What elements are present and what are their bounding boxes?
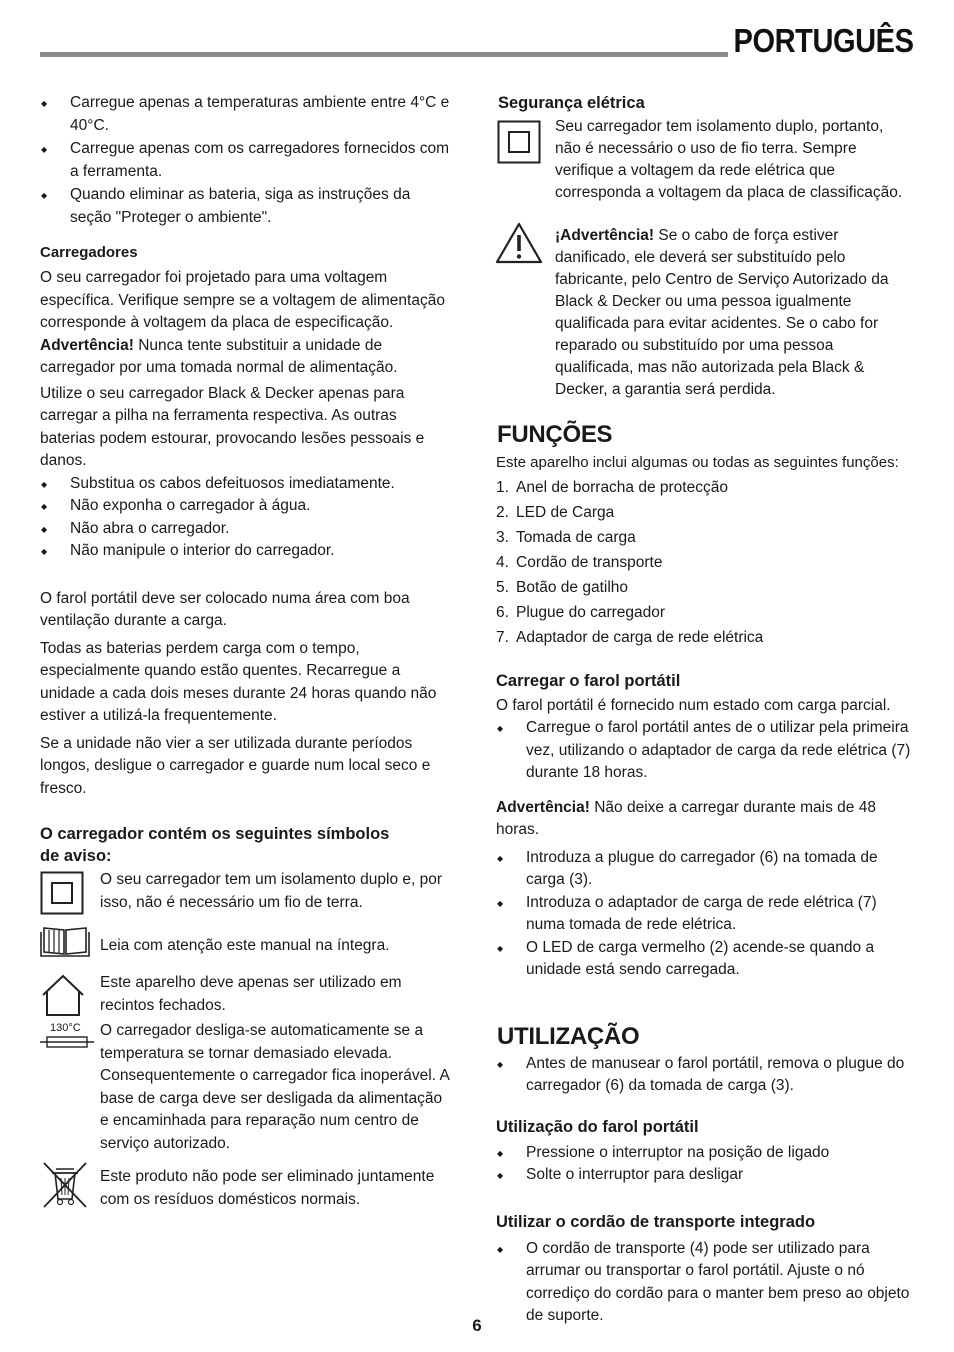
list-item: ◆ Carregue apenas com os carregadores fornecidos com a ferramenta. [40,138,452,183]
list-label: Tomada de carga [516,528,636,546]
list-item [496,525,912,550]
warning-label: Advertência! [496,798,590,816]
batteries-paragraph: Todas as baterias perdem carga com o tempo, especialmente quando estão quentes. Recarregue a unidade a cada dois meses durante 24 horas quando não estiver a utilizá-la frequentemente. [40,639,437,724]
double-insulation-icon [40,871,84,923]
list-number: 3. [496,528,509,546]
symbol-crossed-bin [40,1166,452,1211]
symbol-double-insulation [40,869,452,915]
list-item [496,600,912,625]
symbol-text: Leia com atenção este manual na íntegra. [100,937,390,954]
thermal-fuse-icon [40,1022,94,1058]
cord-heading: Utilizar o cordão de transporte integrado [496,1212,816,1231]
list-item: ◆ O cordão de transporte (4) pode ser utilizado para arrumar ou transportar o farol portátil. Ajuste o nó corrediço do cordão para o manter bem preso ao objeto de suporte. [496,1238,912,1328]
warning-text: Se o cabo de força estiver danificado, ele deverá ser substituído pelo fabricante, pelo Centro de Serviço Autorizado da Black & Decker ou uma pessoa igualmente qualificada para evitar acidentes. Se o cabo for reparado ou substituído por uma pessoa qualificada, mas não autorizada pela Black & Decker, a garantia será perdida. [555,227,889,398]
list-item: ◆ Carregue o farol portátil antes de o utilizar pela primeira vez, utilizando o adaptador de carga da rede elétrica (7) durante 18 horas. [496,717,912,785]
lamp-use-heading: Utilização do farol portátil [496,1117,699,1136]
chargers-warning [40,335,452,380]
warning-text: Não deixe a carregar durante mais de 48 horas. [496,798,876,838]
list-number: 4. [496,553,509,571]
list-number: 1. [496,478,509,496]
warning-label: ¡Advertência! [555,227,655,244]
list-item: ◆ Introduza o adaptador de carga de rede elétrica (7) numa tomada de rede elétrica. [496,892,912,937]
header-rule [40,52,728,57]
chargers-paragraph: O seu carregador foi projetado para uma voltagem específica. Verifique sempre se a voltagem de alimentação corresponde à voltagem da placa de especificação. [40,269,445,331]
list-label: Anel de borracha de protecção [516,478,728,496]
list-item [496,575,912,600]
list-item: ◆ Não abra o carregador. [40,518,452,541]
chargers-heading: Carregadores [40,244,138,261]
read-manual-icon [40,922,90,966]
use-heading: UTILIZAÇÃO [497,1022,640,1050]
symbol-thermal-fuse [40,1020,452,1155]
list-item: ◆ Solte o interruptor para desligar [496,1164,912,1187]
list-item: ◆ Não exponha o carregador à água. [40,495,452,518]
symbol-text: O carregador desliga-se automaticamente se a temperatura se tornar demasiado elevada. Consequentemente o carregador fica inoperável. A base de carga deve ser desligada da alimentação e encaminhada para reparação num centro de serviço autorizado. [100,1022,449,1152]
list-item [496,500,912,525]
electrical-safety-heading: Segurança elétrica [498,94,645,112]
list-item: ◆ Introduza a plugue do carregador (6) na tomada de carga (3). [496,847,912,892]
functions-list [496,475,912,650]
warning-triangle-icon [495,221,543,272]
list-number: 6. [496,603,509,621]
crossed-bin-icon [42,1161,88,1217]
list-number: 7. [496,628,509,646]
list-label: Botão de gatilho [516,578,629,596]
list-number: 2. [496,503,509,521]
charging-intro: O farol portátil é fornecido num estado com carga parcial. [496,696,891,714]
thermal-fuse-label: 130°C [50,1022,81,1034]
list-item [496,625,912,650]
warning-text: Nunca tente substituir a unidade de carregador por uma tomada normal de alimentação. [40,336,398,376]
list-item: ◆ Carregue apenas a temperaturas ambiente entre 4°C e 40°C. [40,92,452,137]
symbol-indoor-use [40,972,452,1018]
list-item [496,475,912,500]
list-label: Cordão de transporte [516,553,663,571]
list-item: ◆ O LED de carga vermelho (2) acende-se quando a unidade está sendo carregada. [496,937,912,982]
right-column [496,92,912,1328]
left-column [40,92,452,1211]
functions-heading: FUNÇÕES [497,421,613,448]
symbol-text: Este produto não pode ser eliminado juntamente com os resíduos domésticos normais. [100,1168,435,1208]
chargers-usage-paragraph: Utilize o seu carregador Black & Decker apenas para carregar a pilha na ferramenta respectiva. As outras baterias podem estourar, provocando lesões pessoais e danos. [40,384,425,469]
list-item: ◆ Antes de manusear o farol portátil, remova o plugue do carregador (6) da tomada de carga (3). [496,1053,912,1098]
indoor-use-icon [40,973,86,1025]
list-item: ◆ Pressione o interruptor na posição de ligado [496,1142,912,1165]
warning-label: Advertência! [40,336,134,354]
electrical-safety-text: Seu carregador tem isolamento duplo, portanto, não é necessário o uso de fio terra. Sempre verifique a voltagem da rede elétrica que corresponda a voltagem da placa de classificação. [555,118,903,201]
list-label: Adaptador de carga de rede elétrica [516,628,764,646]
list-number: 5. [496,578,509,596]
page-language-title: PORTUGUÊS [734,22,914,59]
functions-intro: Este aparelho inclui algumas ou todas as seguintes funções: [496,454,899,471]
symbol-read-manual [40,925,452,964]
charging-heading: Carregar o farol portátil [496,671,681,690]
list-item: ◆ Quando eliminar as bateria, siga as instruções da seção "Proteger o ambiente". [40,184,452,229]
symbols-heading: O carregador contém os seguintes símbolos de aviso: [40,825,390,865]
ventilation-paragraph: O farol portátil deve ser colocado numa área com boa ventilação durante a carga. [40,589,410,629]
charging-warning [496,797,912,842]
list-label: Plugue do carregador [516,603,666,621]
symbol-text: Este aparelho deve apenas ser utilizado em recintos fechados. [100,974,402,1014]
list-label: LED de Carga [516,503,615,521]
symbol-text: O seu carregador tem um isolamento duplo e, por isso, não é necessário um fio de terra. [100,871,443,911]
electrical-safety-block [496,116,912,204]
page-number: 6 [472,1316,482,1335]
list-item: ◆ Substitua os cabos defeituosos imediatamente. [40,473,452,496]
storage-paragraph: Se a unidade não vier a ser utilizada durante períodos longos, desligue o carregador e guarde num local seco e fresco. [40,734,431,797]
list-item [496,550,912,575]
list-item: ◆ Não manipule o interior do carregador. [40,540,452,563]
cord-warning-block [496,225,912,401]
double-insulation-icon [497,120,541,171]
